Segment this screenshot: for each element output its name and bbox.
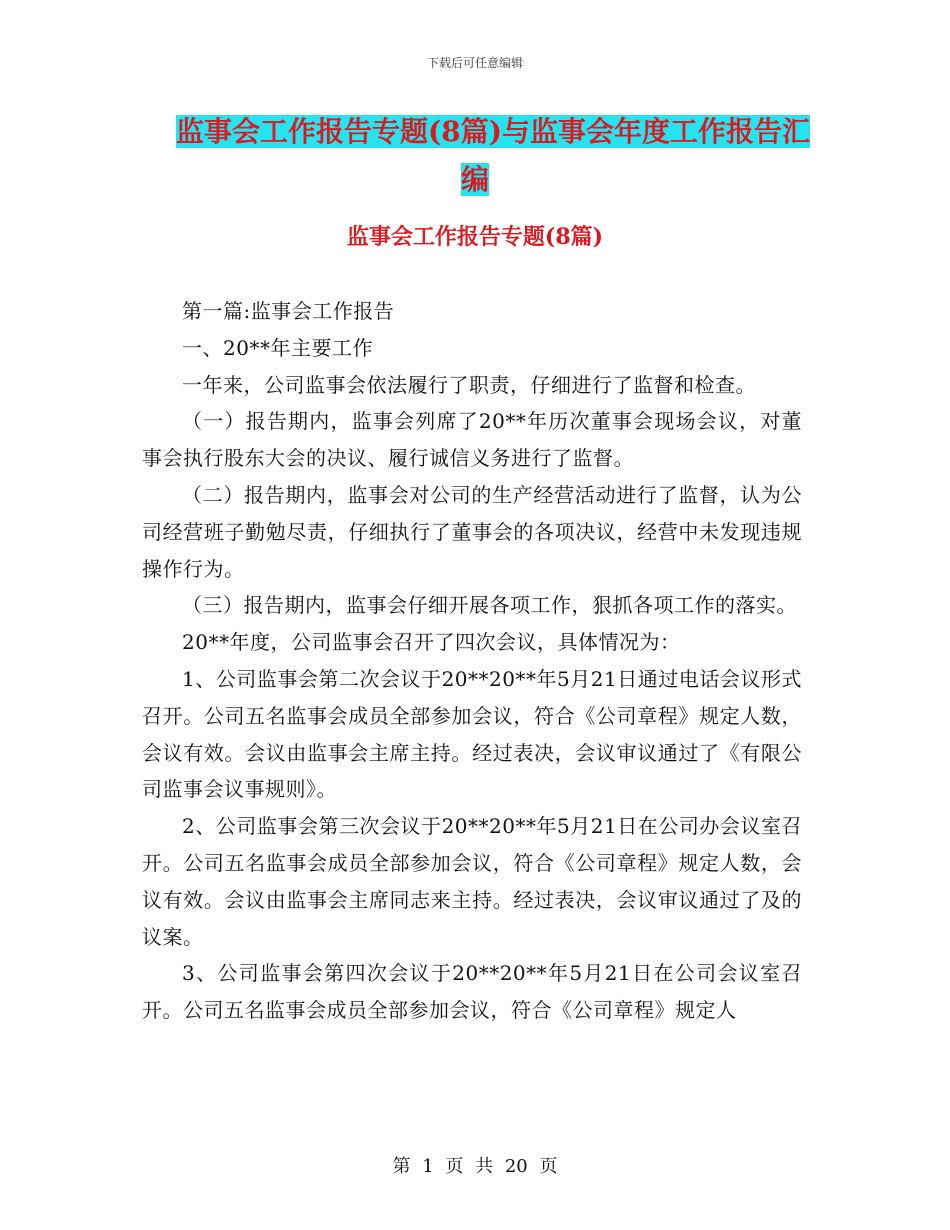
document-body — [142, 293, 802, 1029]
paragraph: 一、20**年主要工作 — [182, 335, 373, 360]
paragraph: 一年来，公司监事会依法履行了职责，仔细进行了监督和检查。 — [182, 372, 756, 397]
paragraph: 3、公司监事会第四次会议于20**20**年5月21日在公司会议室召开。公司五名监事会成员全部参加会议，符合《公司章程》规定人 — [142, 961, 802, 1023]
document-title — [140, 108, 810, 204]
paragraph: 2、公司监事会第三次会议于20**20**年5月21日在公司办会议室召开。公司五名监事会成员全部参加会议，符合《公司章程》规定人数，会议有效。会议由监事会主席同志来主持。经过表决，会议审议通过了及的议案。 — [142, 814, 802, 949]
paragraph: （三）报告期内，监事会仔细开展各项工作，狠抓各项工作的落实。 — [182, 593, 797, 618]
paragraph: 第一篇:监事会工作报告 — [182, 299, 395, 323]
paragraph: 1、公司监事会第二次会议于20**20**年5月21日通过电话会议形式召开。公司五名监事会成员全部参加会议，符合《公司章程》规定人数，会议有效。会议由监事会主席主持。经过表决，会议审议通过了《有限公司监事会议事规则》。 — [142, 666, 802, 802]
paragraph: （一）报告期内，监事会列席了20**年历次董事会现场会议，对董事会执行股东大会的决议、履行诚信义务进行了监督。 — [142, 409, 802, 471]
title-line-1: 监事会工作报告专题(8篇)与监事会年度工作报告汇 — [176, 115, 810, 148]
page-footer: 第 1 页 共 20 页 — [392, 1156, 558, 1177]
title-line-2: 编 — [460, 163, 489, 196]
header-note: 下载后可任意编辑 — [426, 56, 523, 70]
paragraph: （二）报告期内，监事会对公司的生产经营活动进行了监督，认为公司经营班子勤勉尽责，仔细执行了董事会的各项决议，经营中未发现违规操作行为。 — [142, 482, 802, 581]
section-title: 监事会工作报告专题(8篇) — [346, 224, 604, 250]
paragraph: 20**年度，公司监事会召开了四次会议，具体情况为： — [182, 630, 681, 655]
